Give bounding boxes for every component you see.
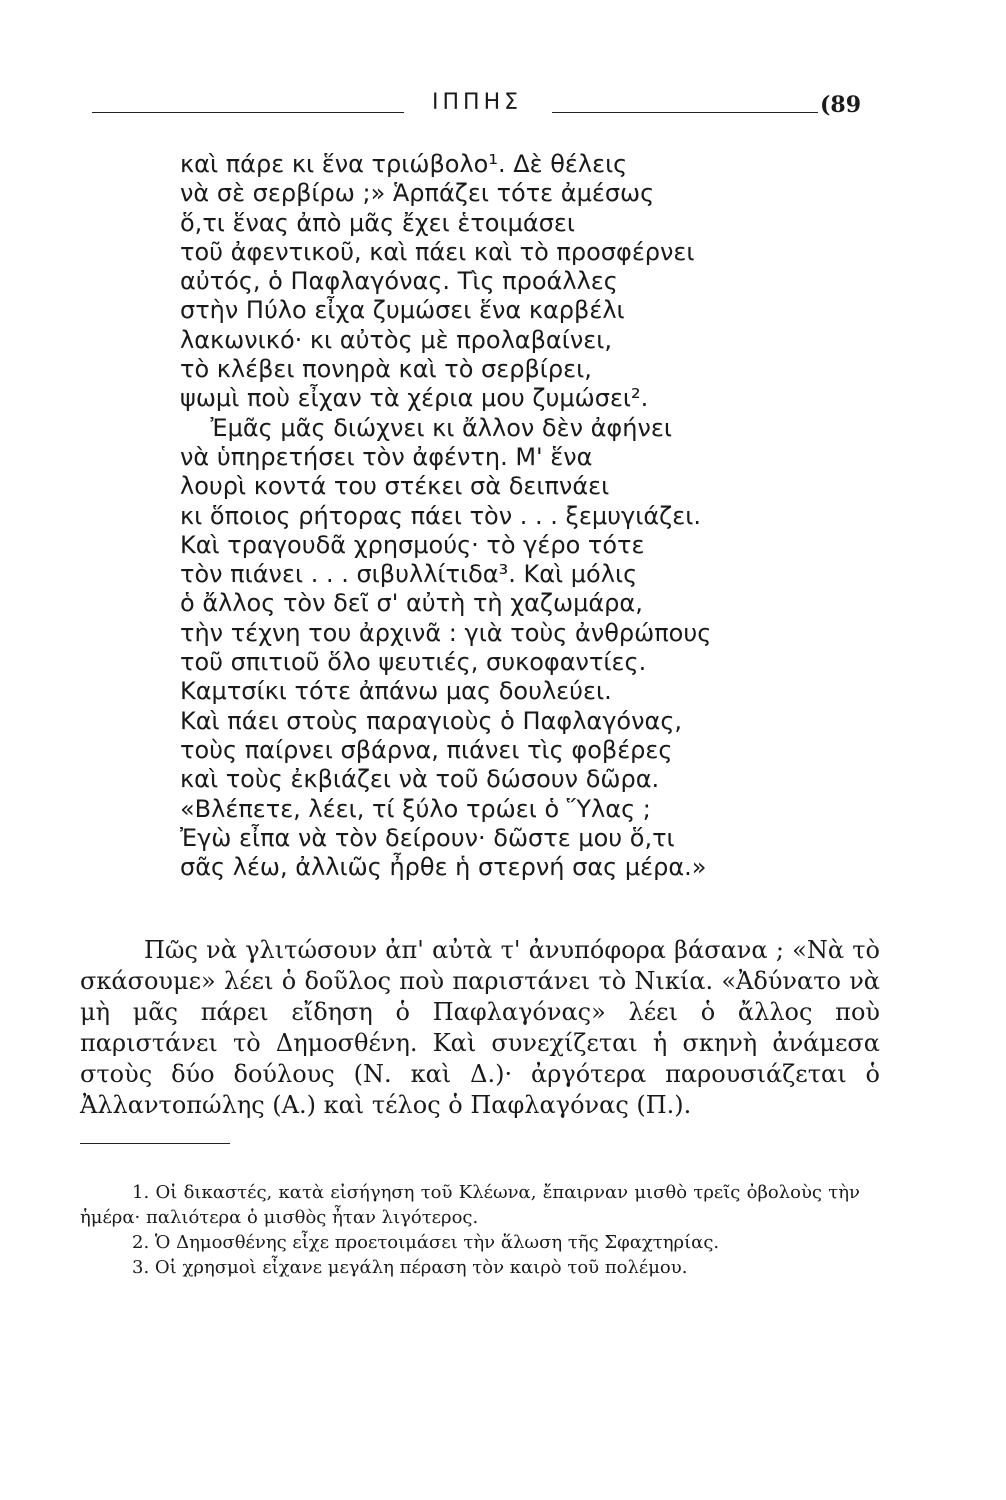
commentary-paragraph: Πῶς νὰ γλιτώσουν ἀπ' αὐτὰ τ' ἀνυπόφορα βάσανα ; «Νὰ τὸ σκάσουμε» λέει ὁ δοῦλος ποὺ παριστάνει τὸ Νικία. «Ἀδύνατο νὰ μὴ μᾶς πάρει εἴδηση ὁ Παφλαγόνας» λέει ὁ ἄλλος ποὺ παριστάνει τὸ Δημοσθένη. Καὶ συνεχίζεται ἡ σκηνὴ ἀνάμεσα στοὺς δύο δούλους (Ν. καὶ Δ.)· ἀργότερα παρουσιάζεται ὁ Ἀλλαντοπώλης (Α.) καὶ τέλος ὁ Παφλαγόνας (Π.). xyxy=(80,936,880,1119)
verse-line: στὴν Πύλο εἶχα ζυμώσει ἕνα καρβέλι xyxy=(180,296,625,325)
verse-line: τὸν πιάνει . . . σιβυλλίτιδα³. Καὶ μόλις xyxy=(180,560,638,589)
footnote-text: Οἱ δικαστές, κατὰ εἰσήγηση τοῦ Κλέωνα, ἔπαιρναν μισθὸ τρεῖς ὀβολοὺς τὴν ἡμέρα· παλιότερα ὁ μισθὸς ἦταν λιγότερος. xyxy=(80,1182,860,1228)
verse-line: τοῦ σπιτιοῦ ὅλο ψευτιές, συκοφαντίες. xyxy=(180,648,647,677)
verse-line: κι ὅποιος ρήτορας πάει τὸν . . . ξεμυγιάζει. xyxy=(180,501,701,530)
footnote-text: Ὁ Δημοσθένης εἶχε προετοιμάσει τὴν ἅλωση τῆς Σφαχτηρίας. xyxy=(154,1232,720,1253)
verse-line: καὶ τοὺς ἐκβιάζει νὰ τοῦ δώσουν δῶρα. xyxy=(180,765,660,794)
page-number: (89 xyxy=(820,92,862,118)
header-rule-left xyxy=(92,112,404,113)
verse-line: Ἐμᾶς μᾶς διώχνει κι ἄλλον δὲν ἀφήνει xyxy=(180,413,672,442)
verse-line: ὅ,τι ἕνας ἀπὸ μᾶς ἔχει ἑτοιμάσει xyxy=(180,208,575,237)
verse-line: Καὶ τραγουδᾶ χρησμούς· τὸ γέρο τότε xyxy=(180,530,645,559)
footnotes xyxy=(80,1180,860,1280)
verse-line: «Βλέπετε, λέει, τί ξύλο τρώει ὁ Ὕλας ; xyxy=(180,794,651,823)
footnote-item xyxy=(80,1255,860,1280)
verse-line: Καὶ πάει στοὺς παραγιοὺς ὁ Παφλαγόνας, xyxy=(180,706,683,735)
verse-line: Ἐγὼ εἶπα νὰ τὸν δείρουν· δῶστε μου ὅ,τι xyxy=(180,823,675,852)
verse-line: ὁ ἄλλος τὸν δεῖ σ' αὐτὴ τὴ χαζωμάρα, xyxy=(180,589,643,618)
header-rule-right xyxy=(552,112,818,113)
verse-line: λακωνικό· κι αὐτὸς μὲ προλαβαίνει, xyxy=(180,325,612,354)
verse-line: τοῦ ἀφεντικοῦ, καὶ πάει καὶ τὸ προσφέρνει xyxy=(180,237,695,266)
running-header xyxy=(92,90,872,130)
footnote-number: 2. xyxy=(132,1232,150,1253)
footnote-text: Οἱ χρησμοὶ εἶχανε μεγάλη πέραση τὸν καιρὸ τοῦ πολέμου. xyxy=(154,1257,688,1278)
footnote-rule xyxy=(80,1143,230,1144)
verse-line: νὰ σὲ σερβίρω ;» Ἁρπάζει τότε ἀμέσως xyxy=(180,179,655,208)
running-title: ΙΠΠΗΣ xyxy=(432,90,523,115)
verse-line: καὶ πάρε κι ἕνα τριώβολο¹. Δὲ θέλεις xyxy=(180,150,628,178)
footnote-item xyxy=(80,1230,860,1255)
footnote-number: 3. xyxy=(132,1257,150,1278)
verse-line: αὐτός, ὁ Παφλαγόνας. Τὶς προάλλες xyxy=(180,267,618,296)
footnote-number: 1. xyxy=(132,1182,150,1203)
verse-line: Καμτσίκι τότε ἀπάνω μας δουλεύει. xyxy=(180,677,612,706)
verse-line: νὰ ὑπηρετήσει τὸν ἀφέντη. Μ' ἕνα xyxy=(180,442,593,471)
verse-block xyxy=(180,150,800,882)
verse-line: τὸ κλέβει πονηρὰ καὶ τὸ σερβίρει, xyxy=(180,355,592,384)
verse-line: σᾶς λέω, ἀλλιῶς ἦρθε ἡ στερνή σας μέρα.» xyxy=(180,853,707,882)
verse-line: τοὺς παίρνει σβάρνα, πιάνει τὶς φοβέρες xyxy=(180,735,673,764)
verse-line: τὴν τέχνη του ἀρχινᾶ : γιὰ τοὺς ἀνθρώπους xyxy=(180,618,712,647)
verse-line: ψωμὶ ποὺ εἶχαν τὰ χέρια μου ζυμώσει². xyxy=(180,384,649,413)
verse-line: λουρὶ κοντά του στέκει σὰ δειπνάει xyxy=(180,472,610,501)
footnote-item xyxy=(80,1180,860,1230)
